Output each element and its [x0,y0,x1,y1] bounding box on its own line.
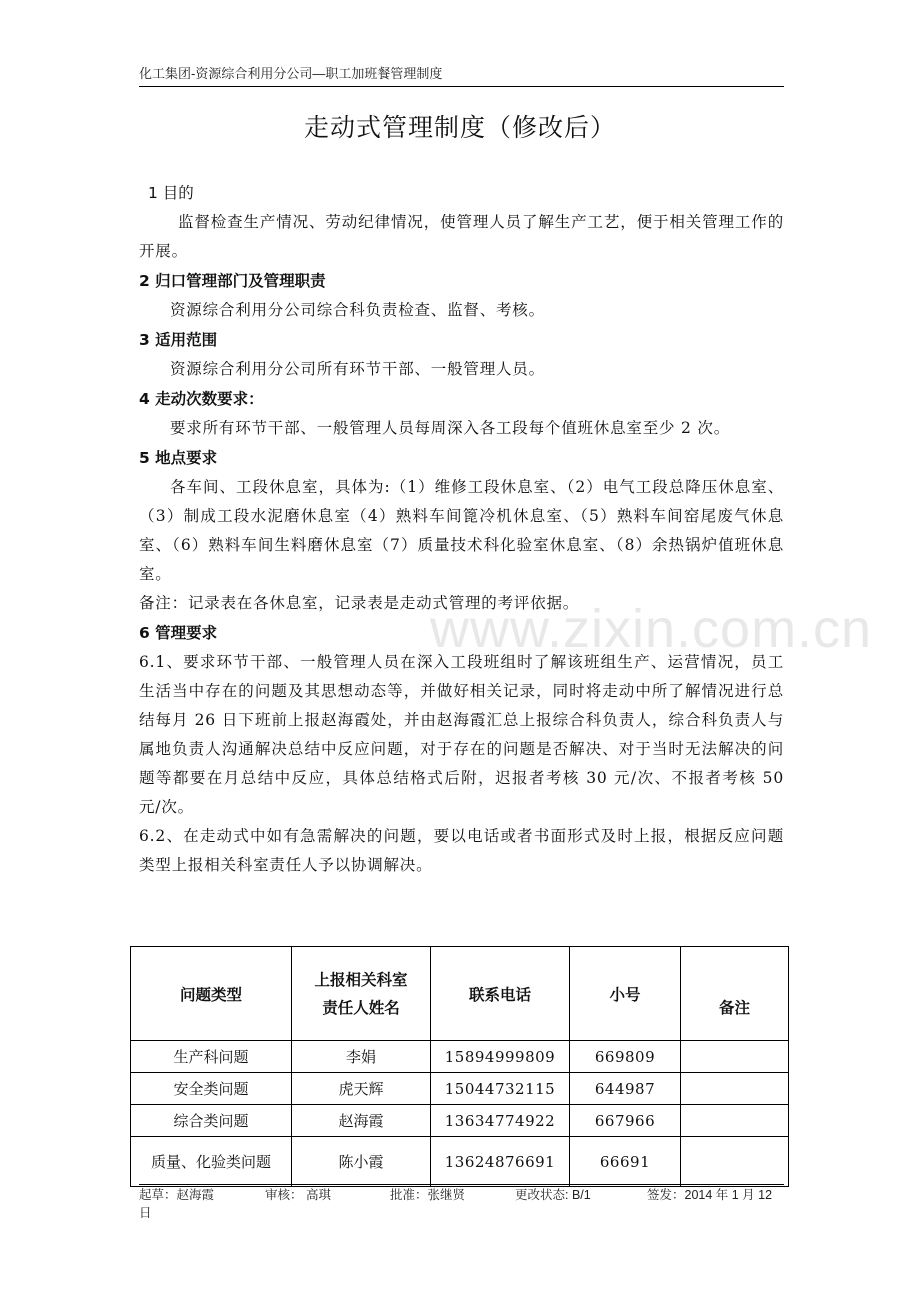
table-row [131,1041,789,1073]
watermark: www.zixin.com.cn [430,599,873,659]
section-6-1: 6.1、要求环节干部、一般管理人员在深入工段班组时了解该班组生产、运营情况，员工生活当中存在的问题及其思想动态等，并做好相关记录，同时将走动中所了解情况进行总结每月 26 日下班前上报赵海霞处，并由赵海霞汇总上报综合科负责人，综合科负责人与属地负责人沟通解决总结中反应问题，对于存在的问题是否解决、对于当时无法解决的问题等都要在月总结中反应，具体总结格式后附，迟报者考核 30 元/次、不报者考核 50 元/次。 [139,653,784,816]
cell-name: 赵海霞 [292,1105,431,1137]
contact-table-wrapper [130,946,789,1187]
header-short-number: 小号 [570,947,681,1041]
cell-issue-type: 综合类问题 [131,1105,292,1137]
section-4-heading: 4 走动次数要求： [139,390,264,408]
footer-status: 更改状态: B/1 [515,1188,591,1202]
cell-phone: 13634774922 [431,1105,570,1137]
section-6-2: 6.2、在走动式中如有急需解决的问题，要以电话或者书面形式及时上报，根据反应问题类型上报相关科室责任人予以协调解决。 [139,827,784,874]
cell-name: 虎天辉 [292,1073,431,1105]
section-6-heading: 6 管理要求 [139,624,218,642]
cell-name: 李娟 [292,1041,431,1073]
header-phone: 联系电话 [431,947,570,1041]
footer-review: 审核： 高琪 [265,1188,331,1202]
document-title: 走动式管理制度（修改后） [303,113,616,142]
cell-issue-type: 质量、化验类问题 [131,1137,292,1187]
cell-remark [681,1137,789,1187]
footer-divider [139,1184,784,1185]
table-row [131,1105,789,1137]
header-remark: 备注 [681,947,789,1041]
section-1-heading: 1 目的 [148,184,194,202]
section-3-heading: 3 适用范围 [139,331,218,349]
footer-draft: 起草：赵海霞 [139,1188,215,1202]
table-row [131,1073,789,1105]
cell-remark [681,1041,789,1073]
footer-approve: 批准：张继贤 [390,1188,466,1202]
header-divider [139,86,784,87]
cell-phone: 15894999809 [431,1041,570,1073]
contact-table [130,946,789,1187]
header-issue-type: 问题类型 [131,947,292,1041]
cell-short-number: 644987 [570,1073,681,1105]
header-responsible-line1: 上报相关科室 [314,970,408,989]
section-3-body: 资源综合利用分公司所有环节干部、一般管理人员。 [170,360,545,378]
table-header-row [131,947,789,1041]
header-responsible [292,947,431,1041]
cell-remark [681,1073,789,1105]
document-body [139,178,784,880]
cell-short-number: 66691 [570,1137,681,1187]
section-1-body: 监督检查生产情况、劳动纪律情况，使管理人员了解生产工艺，便于相关管理工作的开展。 [139,213,784,260]
section-5-note: 备注：记录表在各休息室，记录表是走动式管理的考评依据。 [139,594,580,612]
table-row [131,1137,789,1187]
page-header: 化工集团-资源综合利用分公司—职工加班餐管理制度 [139,66,443,81]
header-responsible-line2: 责任人姓名 [322,998,400,1017]
cell-phone: 15044732115 [431,1073,570,1105]
section-5-heading: 5 地点要求 [139,449,218,467]
cell-phone: 13624876691 [431,1137,570,1187]
section-2-body: 资源综合利用分公司综合科负责检查、监督、考核。 [170,301,545,319]
page-footer [139,1186,784,1222]
cell-name: 陈小霞 [292,1137,431,1187]
cell-remark [681,1105,789,1137]
section-5-body: 各车间、工段休息室，具体为:（1）维修工段休息室、（2）电气工段总降压休息室、（3）制成工段水泥磨休息室（4）熟料车间篦冷机休息室、（5）熟料车间窑尾废气休息室、（6）熟料车间生料磨休息室（7）质量技术科化验室休息室、（8）余热锅炉值班休息室。 [139,478,784,583]
cell-short-number: 669809 [570,1041,681,1073]
footer-issue: 签发：2014 年 1 月 12 日 [139,1188,773,1220]
cell-issue-type: 安全类问题 [131,1073,292,1105]
cell-issue-type: 生产科问题 [131,1041,292,1073]
section-2-heading: 2 归口管理部门及管理职责 [139,272,326,290]
cell-short-number: 667966 [570,1105,681,1137]
section-4-body: 要求所有环节干部、一般管理人员每周深入各工段每个值班休息室至少 2 次。 [170,419,731,437]
